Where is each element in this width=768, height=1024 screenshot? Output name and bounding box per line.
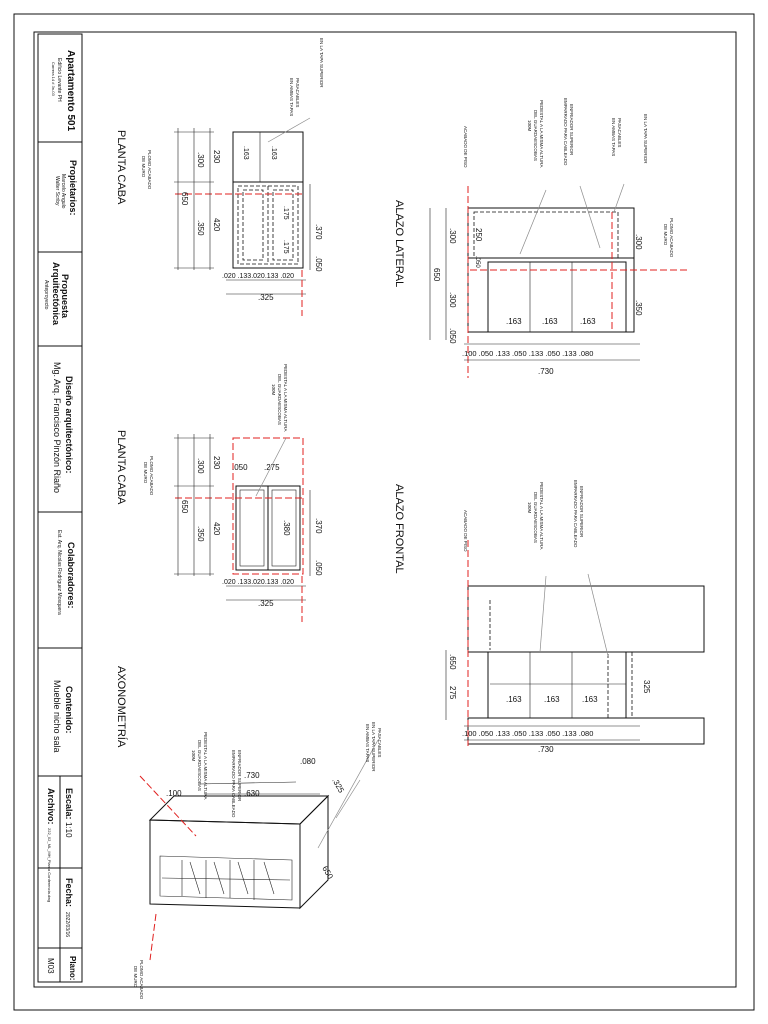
project-title: Apartamento 501 [65, 50, 76, 132]
dim-163-g: .163 [544, 695, 560, 704]
project-address: Carrera 14 # 3n-03 [51, 62, 56, 96]
dim-730-b: .730 [244, 771, 260, 780]
dim-650-c: 650 [320, 864, 335, 881]
note-plomo-2: PLOMO ACABADO [149, 456, 154, 496]
planta-caba-mid [115, 364, 323, 622]
note-acabado-2: ACABADO DE PISO [463, 510, 468, 552]
design-label: Diseño arquitectónico: [64, 376, 74, 474]
dim-730-c: .730 [538, 745, 554, 754]
note-pasacables-2c: EN LA TAPA SUPERIOR [643, 114, 648, 164]
dim-650-b: 650 [180, 500, 189, 514]
dim-050-c: .050 [314, 560, 323, 576]
dim-300-d: .300 [448, 292, 457, 308]
alazo-frontal-view [393, 480, 704, 754]
project-building: Edificio Levante PH [56, 58, 62, 102]
dim-650-a: 650 [180, 192, 189, 206]
note-pasacables-2b: EN AMBAS TAPAS [611, 118, 616, 157]
note-plomo-ax: PLOMO ACABADO [139, 960, 144, 1000]
note-enfriador-1: ENFRIADOR SUPERIOR [569, 104, 574, 156]
dim-100-b: .100 [166, 789, 182, 798]
dim-163-a: .163 [242, 146, 249, 160]
dim-325-a: .325 [258, 293, 274, 302]
dim-370-a: .370 [314, 224, 323, 240]
content-label: Contenido: [64, 686, 74, 734]
alazo-lateral-view [393, 98, 690, 378]
note-plomo-2b: DE MURO [143, 462, 148, 484]
dim-row-lateral: .100 .050 .133 .050 .133 .050 .133 .080 [462, 349, 594, 358]
dim-275-b: 275 [448, 686, 457, 700]
dim-380-a: .380 [282, 520, 291, 536]
dim-650-d: 650 [432, 268, 441, 282]
dim-020-133-row-b: .020 .133.020.133 .020 [222, 579, 295, 586]
dim-row-frontal: .100 .050 .133 .050 .133 .050 .133 .080 [462, 729, 594, 738]
view-title-planta-caba-1: PLANTA CABA [115, 130, 127, 205]
scale-label: Escala: [64, 788, 74, 820]
content-value: Mueble nicho sala [52, 680, 62, 753]
dim-420-a: 420 [212, 218, 221, 232]
proposal-stage: Anteproyecto [43, 280, 49, 310]
dim-350-a: .350 [196, 220, 205, 236]
dim-175-b: .175 [282, 240, 289, 254]
note-pedestal-1b: DEL GUARDAESCOBAS [277, 374, 282, 425]
dim-050-a: .050 [314, 256, 323, 272]
note-pedestal-3c: 100M [527, 502, 532, 514]
note-pasacables-1c: EN LA TAPA SUPERIOR [319, 38, 324, 88]
dim-630-a: .630 [244, 789, 260, 798]
note-pasacables-2: PASACABLES [617, 118, 622, 148]
dim-250-a: 250 [474, 228, 483, 242]
owner-1: Marcelo Angulo [60, 174, 66, 209]
dim-300-b: .300 [196, 458, 205, 474]
dim-325-b: .325 [258, 599, 274, 608]
dim-730-a: .730 [538, 367, 554, 376]
note-pedestal-2: PEDESTAL A LA MISMA ALTURA [539, 100, 544, 168]
note-pasacables-ax: PASACABLES [377, 728, 382, 758]
view-title-axonometria: AXONOMETRÍA [115, 666, 127, 748]
dim-325-d: 325 [642, 680, 651, 694]
note-enfriador-ax-b: EMPARRADO PARA CABLEADO [231, 750, 236, 818]
note-enfriador-2: ENFRIADOR SUPERIOR [579, 486, 584, 538]
note-pedestal-ax-c: 100M [191, 750, 196, 762]
dim-163-b: .163 [270, 146, 277, 160]
note-pedestal-ax-b: DEL GUARDAESCOBAS [197, 740, 202, 791]
collaborators-label: Colaboradores: [66, 542, 76, 609]
note-plomo-3: PLOMO ACABADO [669, 218, 674, 258]
dim-275-a: .275 [264, 463, 280, 472]
note-plomo-3b: DE MURO [663, 224, 668, 246]
dim-650-e: .650 [448, 654, 457, 670]
note-pasacables-ax-c: EN AMBAS TAPAS [365, 724, 370, 763]
date-value: 2022/03/16 [64, 912, 70, 938]
axonometria-view [115, 666, 382, 1000]
note-enfriador-2b: EMPARRADO PARA CABLEADO [573, 480, 578, 548]
file-value: 222_02_ML_MH_Planta Conferencia.dwg [47, 828, 52, 903]
note-plomo-ax-b: DE MURO [133, 966, 138, 988]
view-title-alazo-lateral: ALAZO LATERAL [393, 200, 405, 288]
owners-label: Propietarios: [68, 160, 78, 216]
sheet-label: Plano: [68, 956, 77, 981]
title-block [38, 34, 82, 982]
dim-230-a: 230 [212, 150, 221, 164]
view-title-planta-caba-2: PLANTA CABA [115, 430, 127, 505]
view-title-alazo-frontal: ALAZO FRONTAL [393, 484, 405, 574]
date-label: Fecha: [64, 878, 74, 908]
designer-name: Mg. Arq. Francisco Pinzón Riaño [52, 362, 62, 494]
dim-300-a: .300 [196, 152, 205, 168]
note-pedestal-3b: DEL GUARDAESCOBAS [533, 492, 538, 543]
dim-163-d: .163 [542, 317, 558, 326]
dim-300-e: .300 [634, 234, 643, 250]
dim-050-e: .050 [474, 256, 480, 268]
dim-420-b: 420 [212, 522, 221, 536]
dim-350-c: .350 [634, 300, 643, 316]
dim-163-c: .163 [506, 317, 522, 326]
dim-300-c: .300 [448, 228, 457, 244]
note-acabado-1: ACABADO DE PISO [463, 126, 468, 168]
sheet-value: M03 [46, 958, 55, 974]
dim-020-133-row-a: .020 .133.020.133 .020 [222, 273, 295, 280]
collaborator-name: Est. Arq. Nicolas Rodríguez Mosquera [56, 530, 62, 615]
note-pedestal-1: PEDESTAL A LA MISMA ALTURA [283, 364, 288, 432]
dim-350-b: .350 [196, 526, 205, 542]
dim-175-a: .175 [282, 206, 289, 220]
dim-050-b: .050 [232, 463, 248, 472]
dim-163-e: .163 [580, 317, 596, 326]
note-enfriador-1b: EMPARRADO PARA CABLEADO [563, 98, 568, 166]
planta-caba-top [115, 38, 324, 316]
note-pedestal-2c: 100M [527, 120, 532, 132]
dim-230-b: 230 [212, 456, 221, 470]
dim-163-f: .163 [506, 695, 522, 704]
proposal-label: Propuesta [60, 274, 70, 319]
owner-2: Walter Scriby [54, 176, 60, 206]
dim-163-h: .163 [582, 695, 598, 704]
note-pasacables-1b: EN AMBAS TAPAS [289, 78, 294, 117]
note-pedestal-2b: DEL GUARDAESCOBAS [533, 110, 538, 161]
note-pedestal-1c: 100M [271, 384, 276, 396]
file-label: Archivo: [46, 788, 56, 825]
dim-050-d: .050 [448, 328, 457, 344]
note-pasacables-1: PASACABLES [295, 78, 300, 108]
note-pedestal-3: PEDESTAL A LA MISMA ALTURA [539, 482, 544, 550]
note-pasacables-ax-b: EN LA TAPA SUPERIOR [371, 722, 376, 772]
dim-370-b: .370 [314, 518, 323, 534]
drawing-frame [34, 32, 736, 987]
note-pedestal-ax: PEDESTAL A LA MISMA ALTURA [203, 732, 208, 800]
note-enfriador-ax: ENFRIADOR SUPERIOR [237, 750, 242, 802]
proposal-label-2: Arquitectónica [51, 262, 61, 326]
note-plomo-1: PLOMO ACABADO [147, 150, 152, 190]
scale-value: 1:10 [64, 822, 73, 838]
note-plomo-1b: DE MURO [141, 156, 146, 178]
dim-325-c: .325 [330, 776, 346, 795]
dim-080-b: .080 [300, 757, 316, 766]
